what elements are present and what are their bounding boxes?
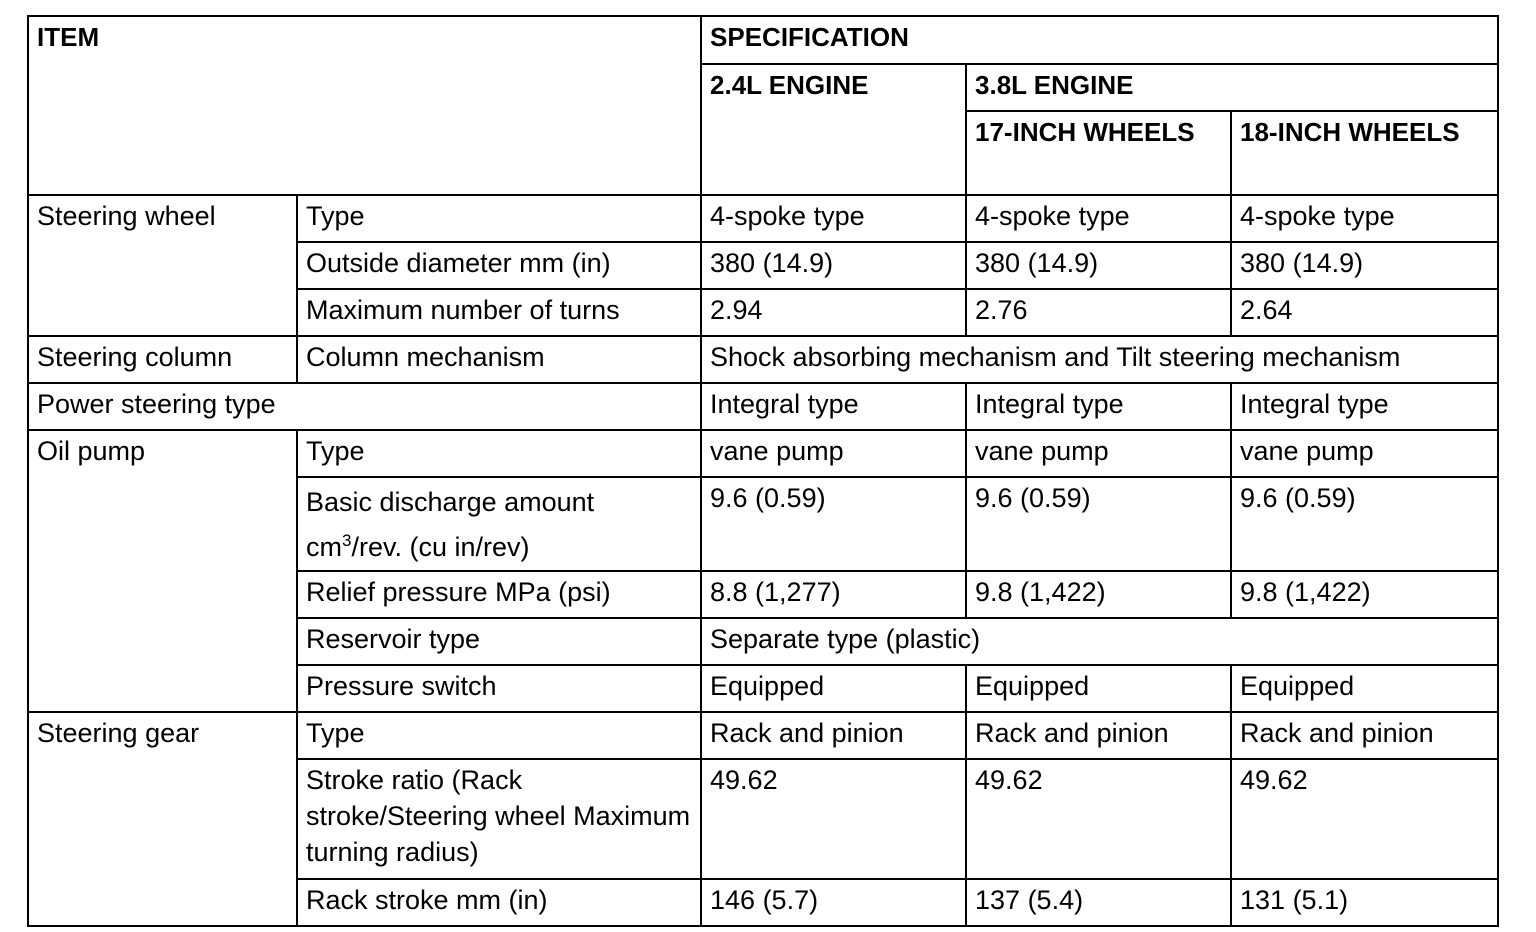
header-specification: SPECIFICATION — [701, 16, 1498, 64]
steering-wheel-type-24: 4-spoke type — [701, 195, 966, 242]
steering-gear-type-17: Rack and pinion — [966, 712, 1231, 759]
row-group-oil-pump: Oil pump — [28, 430, 297, 712]
steering-gear-rack-stroke-24: 146 (5.7) — [701, 879, 966, 926]
discharge-label-cm: cm — [306, 532, 342, 562]
steering-gear-rack-stroke-label: Rack stroke mm (in) — [297, 879, 701, 926]
steering-wheel-turns-17: 2.76 — [966, 289, 1231, 336]
steering-gear-stroke-ratio-label: Stroke ratio (Rack stroke/Steering wheel Maximum turning radius) — [297, 759, 701, 879]
oil-pump-relief-17: 9.8 (1,422) — [966, 571, 1231, 618]
oil-pump-type-24: vane pump — [701, 430, 966, 477]
steering-wheel-diameter-18: 380 (14.9) — [1231, 242, 1498, 289]
steering-wheel-diameter-24: 380 (14.9) — [701, 242, 966, 289]
oil-pump-relief-24: 8.8 (1,277) — [701, 571, 966, 618]
oil-pump-discharge-label — [297, 477, 701, 571]
steering-wheel-turns-24: 2.94 — [701, 289, 966, 336]
oil-pump-reservoir-label: Reservoir type — [297, 618, 701, 665]
oil-pump-reservoir-value: Separate type (plastic) — [701, 618, 1498, 665]
power-steering-18: Integral type — [1231, 383, 1498, 430]
steering-wheel-diameter-label: Outside diameter mm (in) — [297, 242, 701, 289]
discharge-label-rest: /rev. (cu in/rev) — [351, 532, 530, 562]
header-item: ITEM — [28, 16, 701, 195]
row-group-steering-wheel: Steering wheel — [28, 195, 297, 336]
oil-pump-switch-18: Equipped — [1231, 665, 1498, 712]
steering-wheel-diameter-17: 380 (14.9) — [966, 242, 1231, 289]
discharge-label-superscript: 3 — [342, 531, 352, 550]
steering-wheel-type-18: 4-spoke type — [1231, 195, 1498, 242]
steering-spec-table — [27, 15, 1499, 927]
oil-pump-switch-17: Equipped — [966, 665, 1231, 712]
oil-pump-relief-label: Relief pressure MPa (psi) — [297, 571, 701, 618]
steering-wheel-turns-18: 2.64 — [1231, 289, 1498, 336]
steering-wheel-type-label: Type — [297, 195, 701, 242]
row-group-steering-gear: Steering gear — [28, 712, 297, 926]
header-wheels-17: 17-INCH WHEELS — [966, 111, 1231, 195]
oil-pump-type-18: vane pump — [1231, 430, 1498, 477]
steering-gear-type-18: Rack and pinion — [1231, 712, 1498, 759]
steering-gear-stroke-ratio-18: 49.62 — [1231, 759, 1498, 879]
oil-pump-switch-24: Equipped — [701, 665, 966, 712]
steering-wheel-type-17: 4-spoke type — [966, 195, 1231, 242]
row-group-power-steering: Power steering type — [28, 383, 701, 430]
column-mechanism-label: Column mechanism — [297, 336, 701, 383]
header-engine-24: 2.4L ENGINE — [701, 64, 966, 195]
oil-pump-switch-label: Pressure switch — [297, 665, 701, 712]
discharge-label-line1: Basic discharge amount — [306, 487, 595, 517]
steering-wheel-turns-label: Maximum number of turns — [297, 289, 701, 336]
steering-gear-type-label: Type — [297, 712, 701, 759]
oil-pump-discharge-18: 9.6 (0.59) — [1231, 477, 1498, 571]
oil-pump-type-label: Type — [297, 430, 701, 477]
header-wheels-18: 18-INCH WHEELS — [1231, 111, 1498, 195]
power-steering-17: Integral type — [966, 383, 1231, 430]
steering-gear-rack-stroke-17: 137 (5.4) — [966, 879, 1231, 926]
steering-gear-rack-stroke-18: 131 (5.1) — [1231, 879, 1498, 926]
steering-gear-stroke-ratio-17: 49.62 — [966, 759, 1231, 879]
oil-pump-relief-18: 9.8 (1,422) — [1231, 571, 1498, 618]
column-mechanism-value: Shock absorbing mechanism and Tilt steering mechanism — [701, 336, 1498, 383]
oil-pump-discharge-24: 9.6 (0.59) — [701, 477, 966, 571]
row-group-steering-column: Steering column — [28, 336, 297, 383]
steering-gear-type-24: Rack and pinion — [701, 712, 966, 759]
steering-gear-stroke-ratio-24: 49.62 — [701, 759, 966, 879]
header-engine-38: 3.8L ENGINE — [966, 64, 1498, 111]
oil-pump-discharge-17: 9.6 (0.59) — [966, 477, 1231, 571]
power-steering-24: Integral type — [701, 383, 966, 430]
oil-pump-type-17: vane pump — [966, 430, 1231, 477]
